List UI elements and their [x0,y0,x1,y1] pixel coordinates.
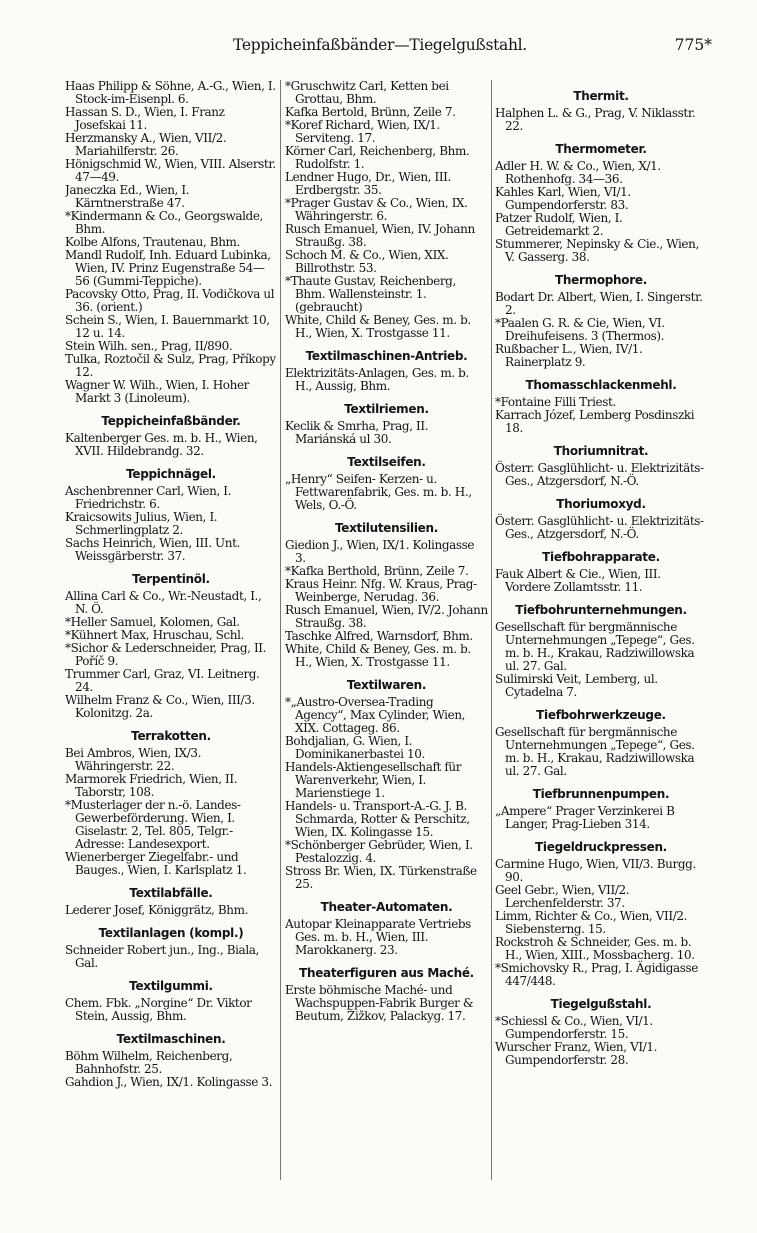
section-heading: Tiefbohrunternehmungen. [515,603,687,617]
page-number: 775* [674,36,712,54]
directory-entry: Lendner Hugo, Dr., Wien, III. Erdbergstr. 35. [285,170,451,197]
directory-entry: Rußbacher L., Wien, IV/1. Rainerplatz 9. [495,342,643,369]
directory-entry: Sulimirski Veit, Lemberg, ul. Cytadelna 7. [495,672,658,699]
directory-entry: Handels-Aktiengesellschaft für Warenverkehr, Wien, I. Marienstiege 1. [285,760,462,800]
directory-entry: White, Child & Beney, Ges. m. b. H., Wien, X. Trostgasse 11. [285,313,471,340]
directory-entry: *Fontaine Filli Triest. [495,395,616,409]
directory-entry: Gesellschaft für bergmännische Unternehmungen „Tepege“, Ges. m. b. H., Krakau, Radziwillowska ul. 27. Gal. [495,725,695,778]
directory-entry: „Henry“ Seifen- Kerzen- u. Fettwarenfabrik, Ges. m. b. H., Wels, O.-Ö. [285,472,472,512]
directory-entry: Schein S., Wien, I. Bauernmarkt 10, 12 u. 14. [65,313,270,340]
directory-entry: Limm, Richter & Co., Wien, VII/2. Siebensterng. 15. [495,909,687,936]
directory-entry: *„Austro-Oversea-Trading Agency“, Max Cylinder, Wien, XIX. Cottageg. 86. [285,695,466,735]
section-heading: Textilabfälle. [129,886,213,900]
directory-entry: White, Child & Beney, Ges. m. b. H., Wien, X. Trostgasse 11. [285,642,471,669]
directory-entry: *Smichovsky R., Prag, I. Ägidigasse 447/448. [495,961,698,988]
directory-entry: *Musterlager der n.-ö. Landes-Gewerbeförderung. Wien, I. Giselastr. 2, Tel. 805, Telgr.-Adresse: Landesexport. [65,798,241,851]
column-left [65,80,277,1089]
directory-entry: Taschke Alfred, Warnsdorf, Bhm. [285,629,473,643]
directory-entry: *Sichor & Lederschneider, Prag, II. Poříč 9. [65,641,267,668]
directory-entry: *Prager Gustav & Co., Wien, IX. Währingerstr. 6. [285,196,468,223]
directory-entry: Rockstroh & Schneider, Ges. m. b. H., Wien, XIII., Mossbacherg. 10. [495,935,695,962]
directory-entry: Tulka, Roztočil & Sulz, Prag, Příkopy 12. [65,352,276,379]
column-right [495,80,707,1067]
section-heading: Textilmaschinen-Antrieb. [305,349,468,363]
directory-entry: Geel Gebr., Wien, VII/2. Lerchenfelderstr. 37. [495,883,630,910]
directory-entry: Rusch Emanuel, Wien, IV/2. Johann Straußg. 38. [285,603,488,630]
directory-entry: *Koref Richard, Wien, IX/1. Serviteng. 17. [285,118,440,145]
directory-entry: Österr. Gasglühlicht- u. Elektrizitäts-Ges., Atzgersdorf, N.-Ö. [495,514,704,541]
directory-entry: Haas Philipp & Söhne, A.-G., Wien, I. Stock-im-Eisenpl. 6. [65,80,276,106]
column-divider [491,80,492,1180]
directory-entry: Marmorek Friedrich, Wien, II. Taborstr, 108. [65,772,238,799]
directory-entry: Kahles Karl, Wien, VI/1. Gumpendorferstr. 83. [495,185,631,212]
directory-entry: Herzmansky A., Wien, VII/2. Mariahilferstr. 26. [65,131,227,158]
directory-entry: Kaltenberger Ges. m. b. H., Wien, XVII. Hildebrandg. 32. [65,431,258,458]
section-heading: Tiefbohrapparate. [542,550,660,564]
directory-entry: Wienerberger Ziegelfabr.- und Bauges., Wien, I. Karlsplatz 1. [65,850,247,877]
section-heading: Thermophore. [555,273,647,287]
directory-entry: Kraicsowits Julius, Wien, I. Schmerlingplatz 2. [65,510,218,537]
section-heading: Teppichnägel. [126,467,216,481]
directory-entry: Mandl Rudolf, Inh. Eduard Lubinka, Wien, IV. Prinz Eugenstraße 54—56 (Gummi-Teppiche). [65,248,271,288]
directory-entry: Rusch Emanuel, Wien, IV. Johann Straußg. 38. [285,222,475,249]
directory-entry: *Kafka Berthold, Brünn, Zeile 7. [285,564,469,578]
section-heading: Terrakotten. [131,729,211,743]
directory-entry: *Gruschwitz Carl, Ketten bei Grottau, Bhm. [285,80,449,106]
directory-entry: Schoch M. & Co., Wien, XIX. Billrothstr. 53. [285,248,449,275]
directory-entry: Böhm Wilhelm, Reichenberg, Bahnhofstr. 25. [65,1049,233,1076]
directory-entry: *Thaute Gustav, Reichenberg, Bhm. Wallensteinstr. 1. (gebraucht) [285,274,456,314]
section-heading: Tiegeldruckpressen. [535,840,667,854]
directory-entry: Hassan S. D., Wien, I. Franz Josefskai 11. [65,105,225,132]
section-heading: Teppicheinfaßbänder. [101,414,241,428]
directory-entry: *Heller Samuel, Kolomen, Gal. [65,615,240,629]
directory-entry: Wurscher Franz, Wien, VI/1. Gumpendorferstr. 28. [495,1040,657,1067]
directory-entry: *Schönberger Gebrüder, Wien, I. Pestalozzig. 4. [285,838,473,865]
section-heading: Textilmaschinen. [116,1032,226,1046]
directory-entry: Schneider Robert jun., Ing., Biala, Gal. [65,943,259,970]
directory-entry: Trummer Carl, Graz, VI. Leitnerg. 24. [65,667,260,694]
directory-entry: Erste böhmische Maché- und Wachspuppen-Fabrik Burger & Beutum, Žižkov, Palackyg. 17. [285,983,474,1023]
page-header [0,36,757,56]
directory-entry: Keclik & Smrha, Prag, II. Mariánská ul 30. [285,419,429,446]
section-heading: Thermometer. [555,142,647,156]
section-heading: Thomasschlackenmehl. [525,378,677,392]
column-divider [280,80,281,1180]
section-heading: Textilgummi. [129,979,213,993]
directory-entry: *Paalen G. R. & Cie, Wien, VI. Dreihufeisens. 3 (Thermos). [495,316,665,343]
directory-entry: Kraus Heinr. Nfg. W. Kraus, Prag-Weinberge, Nerudag. 36. [285,577,477,604]
directory-entry: Wilhelm Franz & Co., Wien, III/3. Kolonitzg. 2a. [65,693,255,720]
directory-entry: Pacovsky Otto, Prag, II. Vodičkova ul 36. (orient.) [65,287,275,314]
section-heading: Textilanlagen (kompl.) [98,926,244,940]
section-heading: Textilutensilien. [334,521,439,535]
directory-entry: Patzer Rudolf, Wien, I. Getreidemarkt 2. [495,211,623,238]
directory-entry: Handels- u. Transport-A.-G. J. B. Schmarda, Rotter & Perschitz, Wien, IX. Kolingasse 15. [285,799,470,839]
directory-entry: Halphen L. & G., Prag, V. Niklasstr. 22. [495,106,696,133]
directory-entry: Gesellschaft für bergmännische Unternehmungen „Tepege“, Ges. m. b. H., Krakau, Radziwillowska ul. 27. Gal. [495,620,695,673]
section-heading: Tiefbohrwerkzeuge. [536,708,666,722]
directory-entry: Janeczka Ed., Wien, I. Kärntnerstraße 47. [65,183,190,210]
section-heading: Textilseifen. [347,455,426,469]
section-heading: Textilriemen. [344,402,429,416]
directory-entry: Adler H. W. & Co., Wien, X/1. Rothenhofg. 34—36. [495,159,661,186]
directory-entry: Hönigschmid W., Wien, VIII. Alserstr. 47—49. [65,157,276,184]
directory-entry: Fauk Albert & Cie., Wien, III. Vordere Zollamtsstr. 11. [495,567,661,594]
section-heading: Theaterfiguren aus Maché. [299,966,474,980]
directory-entry: Sachs Heinrich, Wien, III. Unt. Weissgärberstr. 37. [65,536,240,563]
directory-entry: Körner Carl, Reichenberg, Bhm. Rudolfstr. 1. [285,144,470,171]
section-heading: Tiegelgußstahl. [550,997,652,1011]
section-heading: Textilwaren. [346,678,427,692]
directory-entry: Giedion J., Wien, IX/1. Kolingasse 3. [285,538,475,565]
directory-entry: Österr. Gasglühlicht- u. Elektrizitäts-Ges., Atzgersdorf, N.-Ö. [495,461,704,488]
directory-entry: Bei Ambros, Wien, IX/3. Währingerstr. 22. [65,746,202,773]
directory-entry: Aschenbrenner Carl, Wien, I. Friedrichstr. 6. [65,484,232,511]
directory-entry: Stummerer, Nepinsky & Cie., Wien, V. Gasserg. 38. [495,237,699,264]
directory-entry: Kolbe Alfons, Trautenau, Bhm. [65,235,240,249]
directory-entry: Allina Carl & Co., Wr.-Neustadt, I., N. Ö. [65,589,262,616]
directory-entry: Chem. Fbk. „Norgine“ Dr. Viktor Stein, Aussig, Bhm. [65,996,252,1023]
directory-entry: „Ampere“ Prager Verzinkerei B Langer, Prag-Lieben 314. [495,804,675,831]
directory-entry: Karrach Józef, Lemberg Posdinszki 18. [495,408,695,435]
directory-entry: Wagner W. Wilh., Wien, I. Hoher Markt 3 (Linoleum). [65,378,249,405]
section-heading: Thermit. [573,89,629,103]
directory-entry: Autopar Kleinapparate Vertriebs Ges. m. b. H., Wien, III. Marokkanerg. 23. [285,917,471,957]
directory-entry: Bodart Dr. Albert, Wien, I. Singerstr. 2. [495,290,703,317]
directory-entry: Carmine Hugo, Wien, VII/3. Burgg. 90. [495,857,696,884]
directory-entry: *Kindermann & Co., Georgswalde, Bhm. [65,209,263,236]
directory-entry: Elektrizitäts-Anlagen, Ges. m. b. H., Aussig, Bhm. [285,366,469,393]
section-heading: Tiefbrunnenpumpen. [532,787,670,801]
section-heading: Terpentinöl. [132,572,210,586]
section-heading: Thoriumnitrat. [553,444,649,458]
running-title: Teppicheinfaßbänder—Tiegelgußstahl. [233,36,527,54]
directory-entry: Gahdion J., Wien, IX/1. Kolingasse 3. [65,1075,273,1089]
directory-entry: Stein Wilh. sen., Prag, II/890. [65,339,233,353]
directory-entry: Stross Br. Wien, IX. Türkenstraße 25. [285,864,477,891]
directory-entry: *Schiessl & Co., Wien, VI/1. Gumpendorferstr. 15. [495,1014,653,1041]
directory-entry: Kafka Bertold, Brünn, Zeile 7. [285,105,456,119]
column-middle [285,80,488,1023]
directory-entry: *Kühnert Max, Hruschau, Schl. [65,628,244,642]
directory-entry: Lederer Josef, Königgrätz, Bhm. [65,903,248,917]
directory-entry: Bohdjalian, G. Wien, I. Dominikanerbastei 10. [285,734,425,761]
section-heading: Thoriumoxyd. [556,497,646,511]
section-heading: Theater-Automaten. [320,900,453,914]
